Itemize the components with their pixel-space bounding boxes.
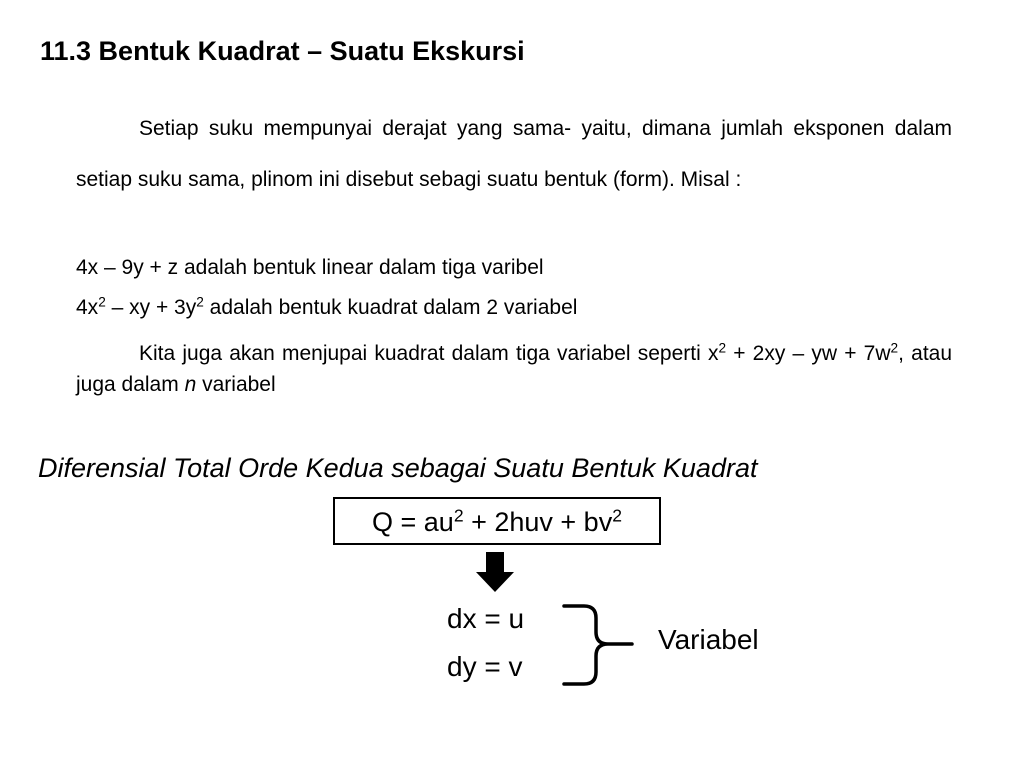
example2-text-3: adalah bentuk kuadrat dalam 2 variabel bbox=[203, 296, 578, 319]
dx-equation: dx = u bbox=[447, 603, 525, 634]
formula-text-1: Q = au bbox=[372, 507, 454, 537]
right-brace-icon bbox=[560, 600, 636, 688]
subsection-title: Diferensial Total Orde Kedua sebagai Suatu Bentuk Kuadrat bbox=[38, 453, 758, 483]
example2-text-1: 4x bbox=[76, 296, 99, 319]
paragraph2-exponent-2: 2 bbox=[890, 340, 899, 356]
dy-equation: dy = v bbox=[447, 651, 523, 682]
linear-form-example: 4x – 9y + z adalah bentuk linear dalam tiga varibel bbox=[76, 256, 544, 279]
quadratic-form-example bbox=[76, 296, 577, 320]
formula-exponent-1: 2 bbox=[453, 505, 464, 526]
example2-exponent-1: 2 bbox=[98, 294, 106, 310]
paragraph2-text-1: Kita juga akan menjupai kuadrat dalam tiga variabel seperti x bbox=[139, 342, 719, 365]
paragraph2-text-2: + 2xy – yw + 7w bbox=[726, 342, 891, 365]
three-variable-paragraph bbox=[76, 338, 952, 400]
paragraph2-exponent-1: 2 bbox=[718, 340, 727, 356]
paragraph2-text-3: , atau juga dalam bbox=[76, 342, 953, 396]
quadratic-formula-box bbox=[333, 497, 661, 545]
example2-exponent-2: 2 bbox=[196, 294, 204, 310]
intro-paragraph: Setiap suku mempunyai derajat yang sama- yaitu, dimana jumlah eksponen dalam setiap suku sama, plinom ini disebut sebagi suatu bentuk (form). Misal : bbox=[76, 117, 952, 191]
section-title: 11.3 Bentuk Kuadrat – Suatu Ekskursi bbox=[40, 36, 525, 66]
formula-exponent-2: 2 bbox=[612, 505, 622, 526]
paragraph2-text-4: variabel bbox=[196, 373, 276, 396]
formula-text-2: + 2huv + bv bbox=[463, 507, 613, 537]
down-arrow-icon bbox=[476, 552, 514, 592]
example2-text-2: – xy + 3y bbox=[105, 296, 197, 319]
variables-label: Variabel bbox=[658, 624, 759, 655]
paragraph2-italic-n: n bbox=[184, 373, 197, 396]
